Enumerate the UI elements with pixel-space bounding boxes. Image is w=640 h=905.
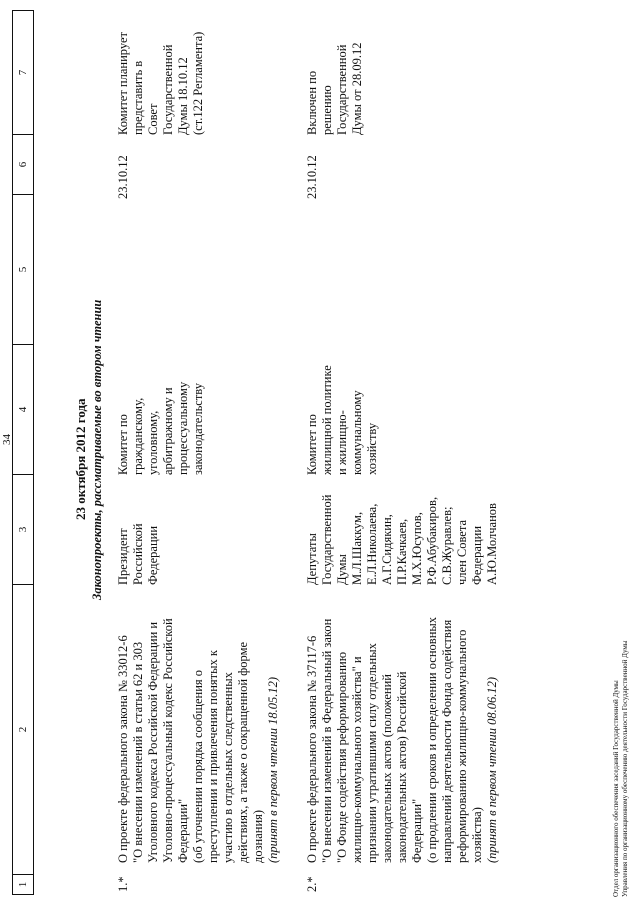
bill-author	[116, 523, 161, 585]
responsible-committee	[116, 382, 206, 475]
date-heading: 23 октября 2012 года	[73, 398, 88, 520]
header-col-2: 2	[13, 584, 33, 874]
header-col-5: 5	[13, 194, 33, 344]
committee-line: гражданскому,	[131, 397, 145, 475]
remark-line: Включен по	[305, 70, 319, 135]
bill-title-line: "О внесении изменений в статьи 62 и 303	[131, 641, 145, 863]
bill-title-line: законодательных актов (положений	[380, 674, 394, 863]
bill-title-line: Уголовно-процессуальный кодекс Российской	[161, 618, 175, 863]
bill-title-line: О проекте федерального закона № 37117-6	[305, 635, 319, 863]
author-line: Депутаты	[305, 533, 319, 585]
committee-line: процессуальному	[176, 381, 190, 475]
bill-title-line: участию в отдельных следственных	[221, 672, 235, 863]
bill-title-line: законодательных актов) Российской	[395, 671, 409, 863]
bill-title-line: (об уточнении порядка сообщения о	[191, 669, 205, 863]
bill-title-line: реформированию жилищно-коммунального	[455, 629, 469, 863]
author-line: Е.Л.Николаева,	[365, 503, 379, 585]
column-header-table	[12, 10, 34, 895]
bill-title-line: "О Фонде содействия реформированию	[335, 651, 349, 863]
header-col-1: 1	[13, 874, 33, 894]
header-col-4: 4	[13, 344, 33, 474]
bill-title-line: Федерации"	[410, 798, 424, 863]
committee-line: Комитет по	[305, 414, 319, 475]
bill-title-line: О проекте федерального закона № 33012-6	[116, 635, 130, 863]
bill-title-line: жилищно-коммунального хозяйства" и	[350, 656, 364, 863]
consideration-date: 23.10.12	[305, 155, 319, 199]
remark-line: Государственной	[161, 44, 175, 135]
bill-title	[305, 617, 500, 863]
bill-title-line: преступлении и привлечения понятых к	[206, 650, 220, 863]
author-line: Российской	[131, 523, 145, 585]
bill-title-line: Уголовного кодекса Российской Федерации и	[146, 621, 160, 863]
bill-title-line: Федерации"	[176, 798, 190, 863]
committee-line: Комитет по	[116, 414, 130, 475]
footer-line: Управления по организационному обеспечению деятельности Государственной Думы	[621, 640, 629, 897]
bill-title-line: действиях, а также о сокращенной форме	[236, 641, 250, 863]
bill-title-line: дознания)	[251, 809, 265, 863]
author-line: М.Л.Шаккум,	[350, 511, 364, 585]
committee-line: хозяйству	[365, 422, 379, 475]
row-number: 2.*	[305, 876, 319, 892]
remark-line: Совет	[146, 103, 160, 135]
header-col-3: 3	[13, 474, 33, 584]
remark	[305, 43, 365, 135]
author-line: Р.Ф.Абубакиров,	[425, 496, 439, 585]
bill-title-line: признании утратившими силу отдельных	[365, 643, 379, 863]
remark-line: Комитет планирует	[116, 32, 130, 135]
author-line: П.Р.Качкаев,	[395, 518, 409, 585]
committee-line: и жилищно-	[335, 410, 349, 475]
committee-line: уголовному,	[146, 410, 160, 475]
author-line: член Совета	[455, 519, 469, 585]
remark-line: Думы от 28.09.12	[350, 42, 364, 135]
bill-title-line: "О внесении изменений в Федеральный закон	[320, 618, 334, 863]
author-line: М.Х.Юсупов,	[410, 512, 424, 585]
author-line: А.Г.Сидякин,	[380, 514, 394, 585]
remark-line: (ст.122 Регламента)	[191, 31, 205, 135]
first-reading-note: (принят в первом чтении 18.05.12)	[266, 676, 280, 863]
bill-title	[116, 618, 281, 863]
row-number: 1.*	[116, 876, 130, 892]
section-heading: Законопроекты, рассматриваемые во втором чтении	[90, 299, 104, 600]
committee-line: коммунальному	[350, 390, 364, 475]
header-col-6: 6	[13, 134, 33, 194]
consideration-date: 23.10.12	[116, 155, 130, 199]
page-number: 34	[1, 434, 13, 445]
first-reading-note: (принят в первом чтении 08.06.12)	[485, 676, 499, 863]
author-line: Думы	[335, 554, 349, 585]
author-line: Федерации	[146, 525, 160, 585]
bill-title-line: направлений деятельности Фонда содействия	[440, 619, 454, 863]
author-line: Федерации	[470, 525, 484, 585]
committee-line: арбитражному и	[161, 387, 175, 475]
responsible-committee	[305, 365, 380, 475]
remark-line: Думы 18.10.12	[176, 57, 190, 135]
author-line: С.В.Журавлев;	[440, 506, 454, 585]
remark-line: решению	[320, 85, 334, 135]
author-line: Государственной	[320, 494, 334, 585]
bill-author	[305, 495, 500, 585]
author-line: А.Ю.Молчанов	[485, 503, 499, 585]
bill-title-line: (о продлении сроков и определении основных	[425, 616, 439, 863]
author-line: Президент	[116, 528, 130, 585]
remark-line: представить в	[131, 60, 145, 135]
committee-line: жилищной политике	[320, 365, 334, 475]
footer-line: Отдел организационного обеспечения заседаний Государственной Думы	[612, 680, 620, 897]
footer	[612, 641, 630, 897]
header-col-7: 7	[17, 69, 29, 76]
remark	[116, 32, 206, 135]
remark-line: Государственной	[335, 44, 349, 135]
committee-line: законодательству	[191, 382, 205, 475]
bill-title-line: хозяйства)	[470, 807, 484, 863]
